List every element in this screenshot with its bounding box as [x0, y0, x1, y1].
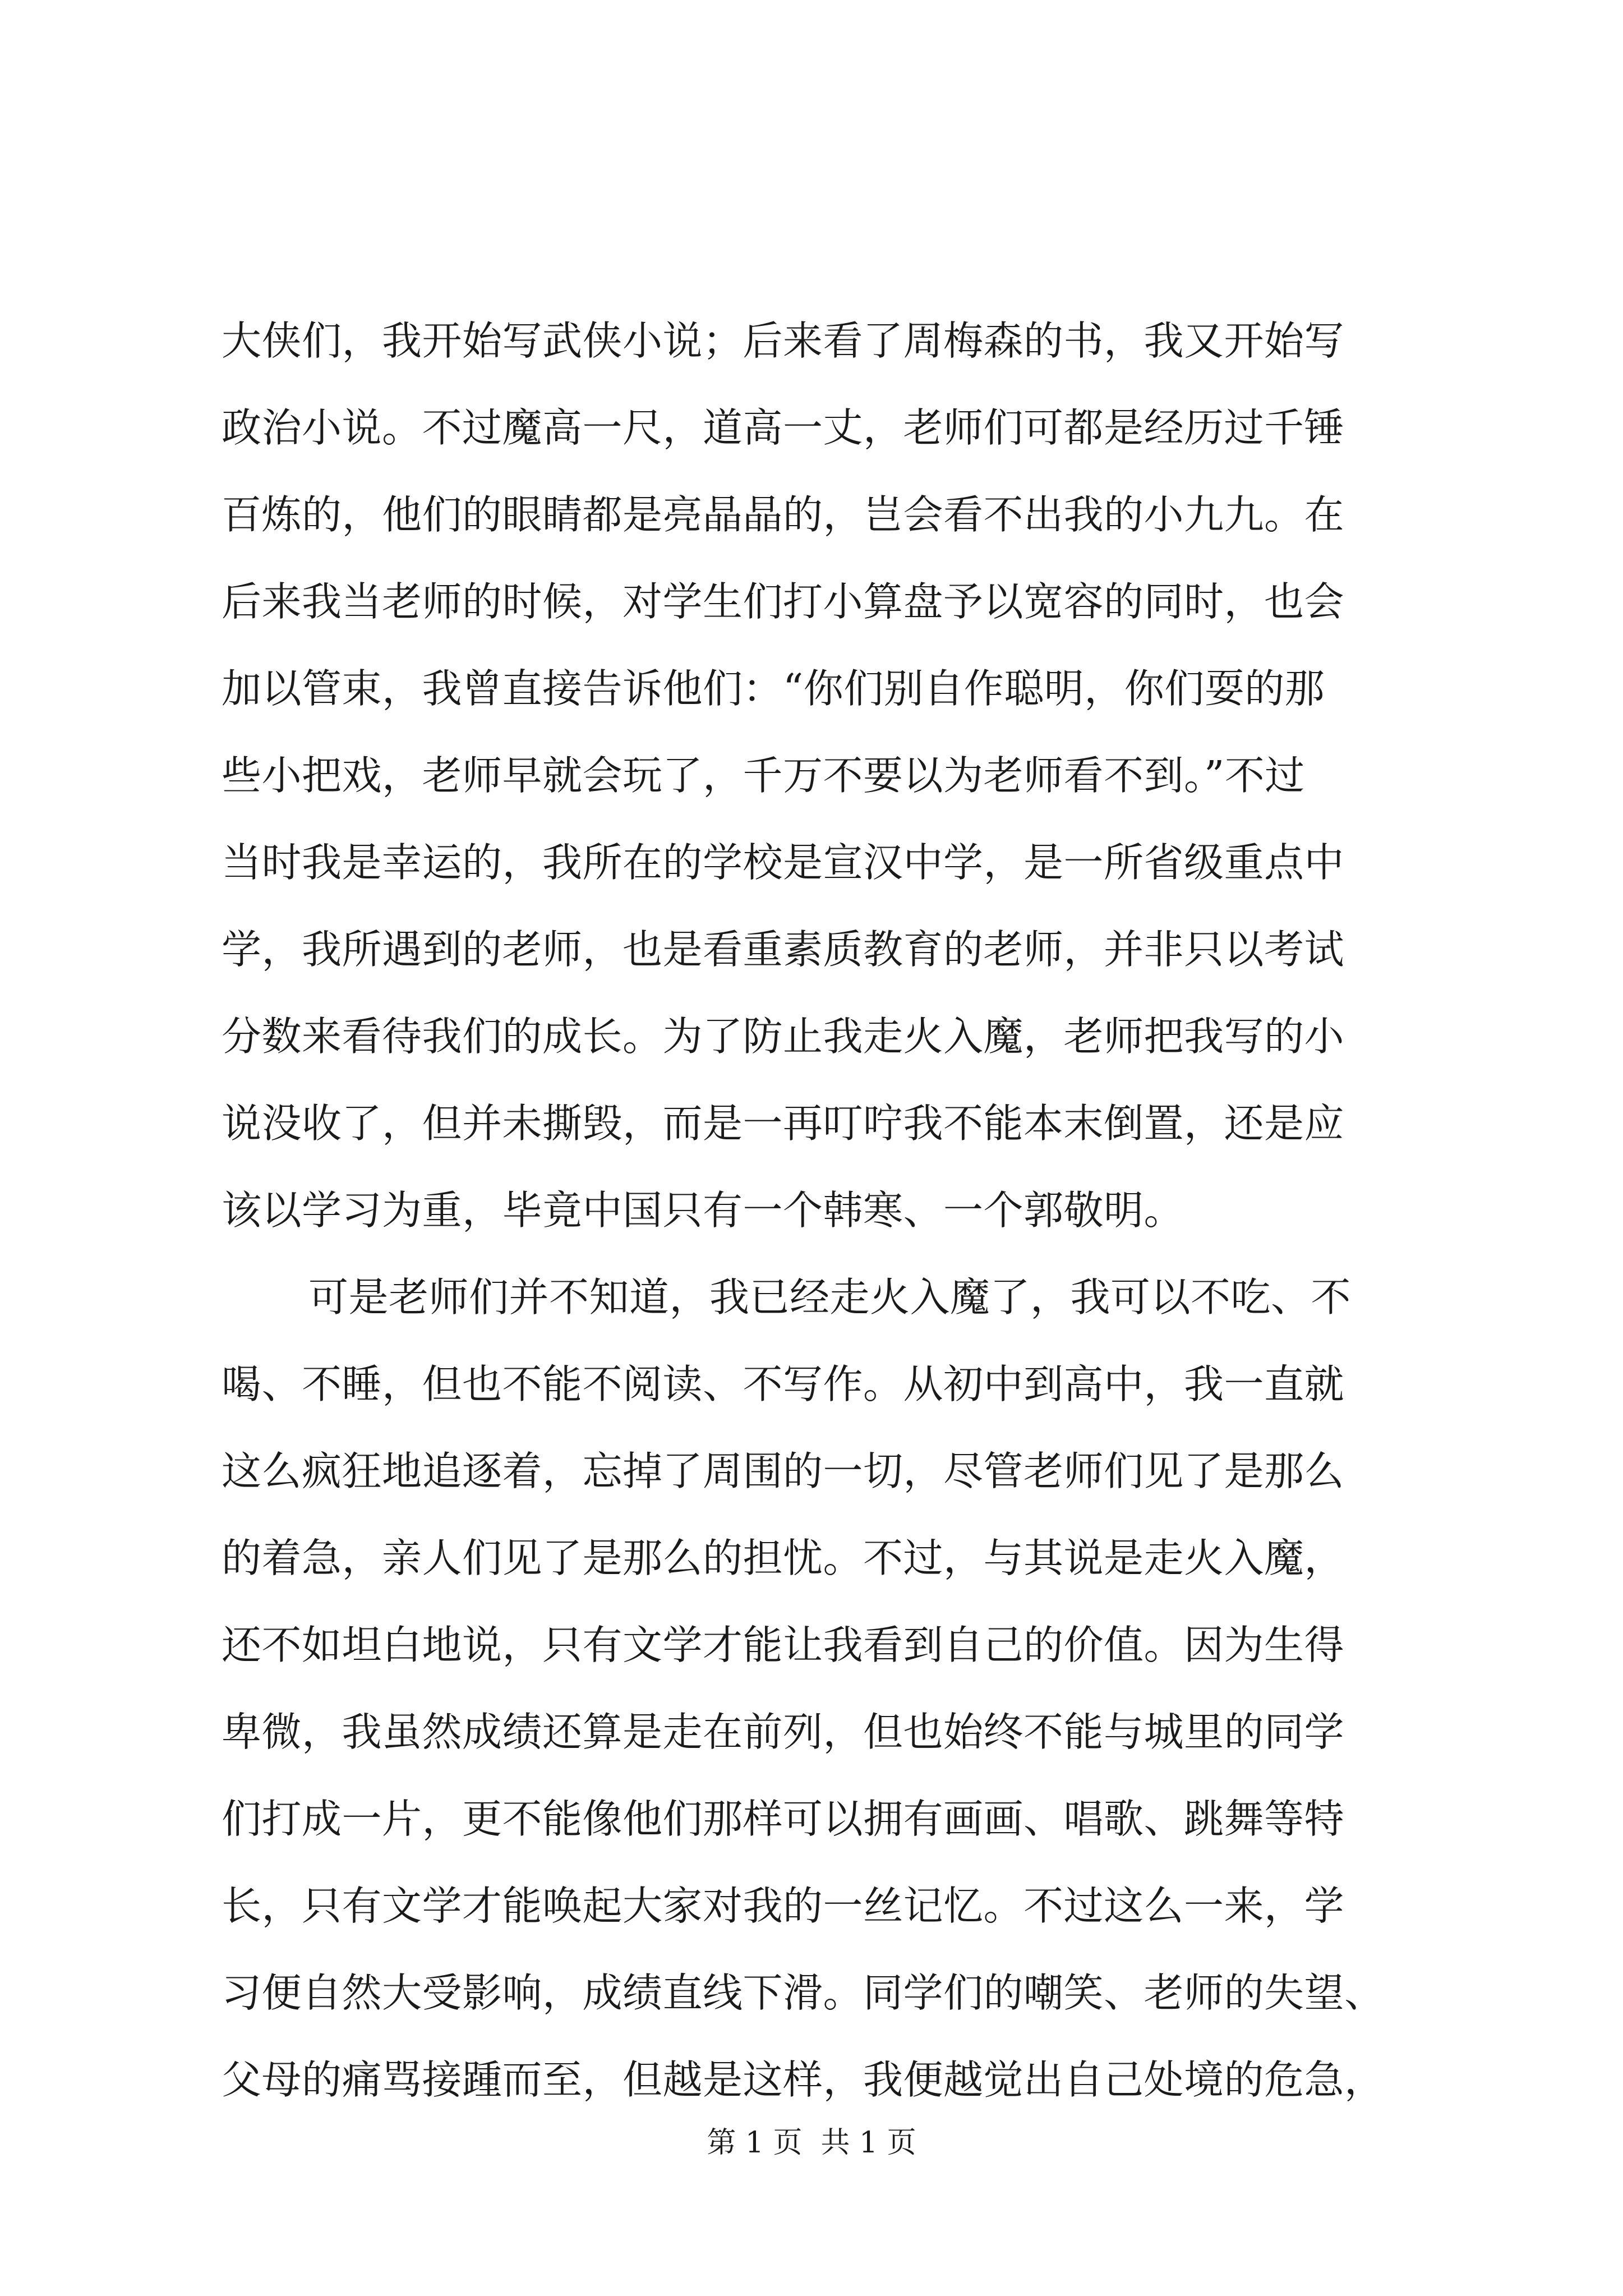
text-line: 父母的痛骂接踵而至，但越是这样，我便越觉出自己处境的危急， — [222, 2056, 1385, 2103]
text-line: 后来我当老师的时候，对学生们打小算盘予以宽容的同时，也会 — [222, 578, 1345, 625]
text-line: 习便自然大受影响，成绩直线下滑。同学们的嘲笑、老师的失望、 — [222, 1970, 1385, 2016]
text-line: 该以学习为重，毕竟中国只有一个韩寒、一个郭敬明。 — [222, 1187, 1184, 1234]
text-line: 政治小说。不过魔高一尺，道高一丈，老师们可都是经历过千锤 — [222, 404, 1345, 451]
text-line: 的着急，亲人们见了是那么的担忧。不过，与其说是走火入魔， — [222, 1535, 1345, 1581]
text-line: 长，只有文学才能唤起大家对我的一丝记忆。不过这么一来，学 — [222, 1883, 1345, 1929]
text-line: 些小把戏，老师早就会玩了，千万不要以为老师看不到。”不过 — [222, 752, 1305, 799]
text-line: 说没收了，但并未撕毁，而是一再叮咛我不能本末倒置，还是应 — [222, 1100, 1345, 1147]
text-line: 们打成一片，更不能像他们那样可以拥有画画、唱歌、跳舞等特 — [222, 1796, 1345, 1842]
text-line: 加以管束，我曾直接告诉他们：“你们别自作聪明，你们耍的那 — [222, 665, 1325, 712]
page-number-footer: 第 1 页 共 1 页 — [707, 2126, 916, 2160]
text-line: 当时我是幸运的，我所在的学校是宣汉中学，是一所省级重点中 — [222, 839, 1345, 886]
text-line: 学，我所遇到的老师，也是看重素质教育的老师，并非只以考试 — [222, 926, 1345, 973]
text-line: 卑微，我虽然成绩还算是走在前列，但也始终不能与城里的同学 — [222, 1709, 1345, 1755]
text-line: 还不如坦白地说，只有文学才能让我看到自己的价值。因为生得 — [222, 1622, 1345, 1668]
text-line: 这么疯狂地追逐着，忘掉了周围的一切，尽管老师们见了是那么 — [222, 1448, 1345, 1494]
text-line: 大侠们，我开始写武侠小说；后来看了周梅森的书，我又开始写 — [222, 318, 1345, 364]
text-line: 分数来看待我们的成长。为了防止我走火入魔，老师把我写的小 — [222, 1013, 1345, 1060]
paragraph-start-line: 可是老师们并不知道，我已经走火入魔了，我可以不吃、不 — [308, 1274, 1352, 1320]
body-text — [222, 297, 1427, 2123]
text-line: 百炼的，他们的眼睛都是亮晶晶的，岂会看不出我的小九九。在 — [222, 491, 1345, 538]
text-line: 喝、不睡，但也不能不阅读、不写作。从初中到高中，我一直就 — [222, 1361, 1345, 1407]
